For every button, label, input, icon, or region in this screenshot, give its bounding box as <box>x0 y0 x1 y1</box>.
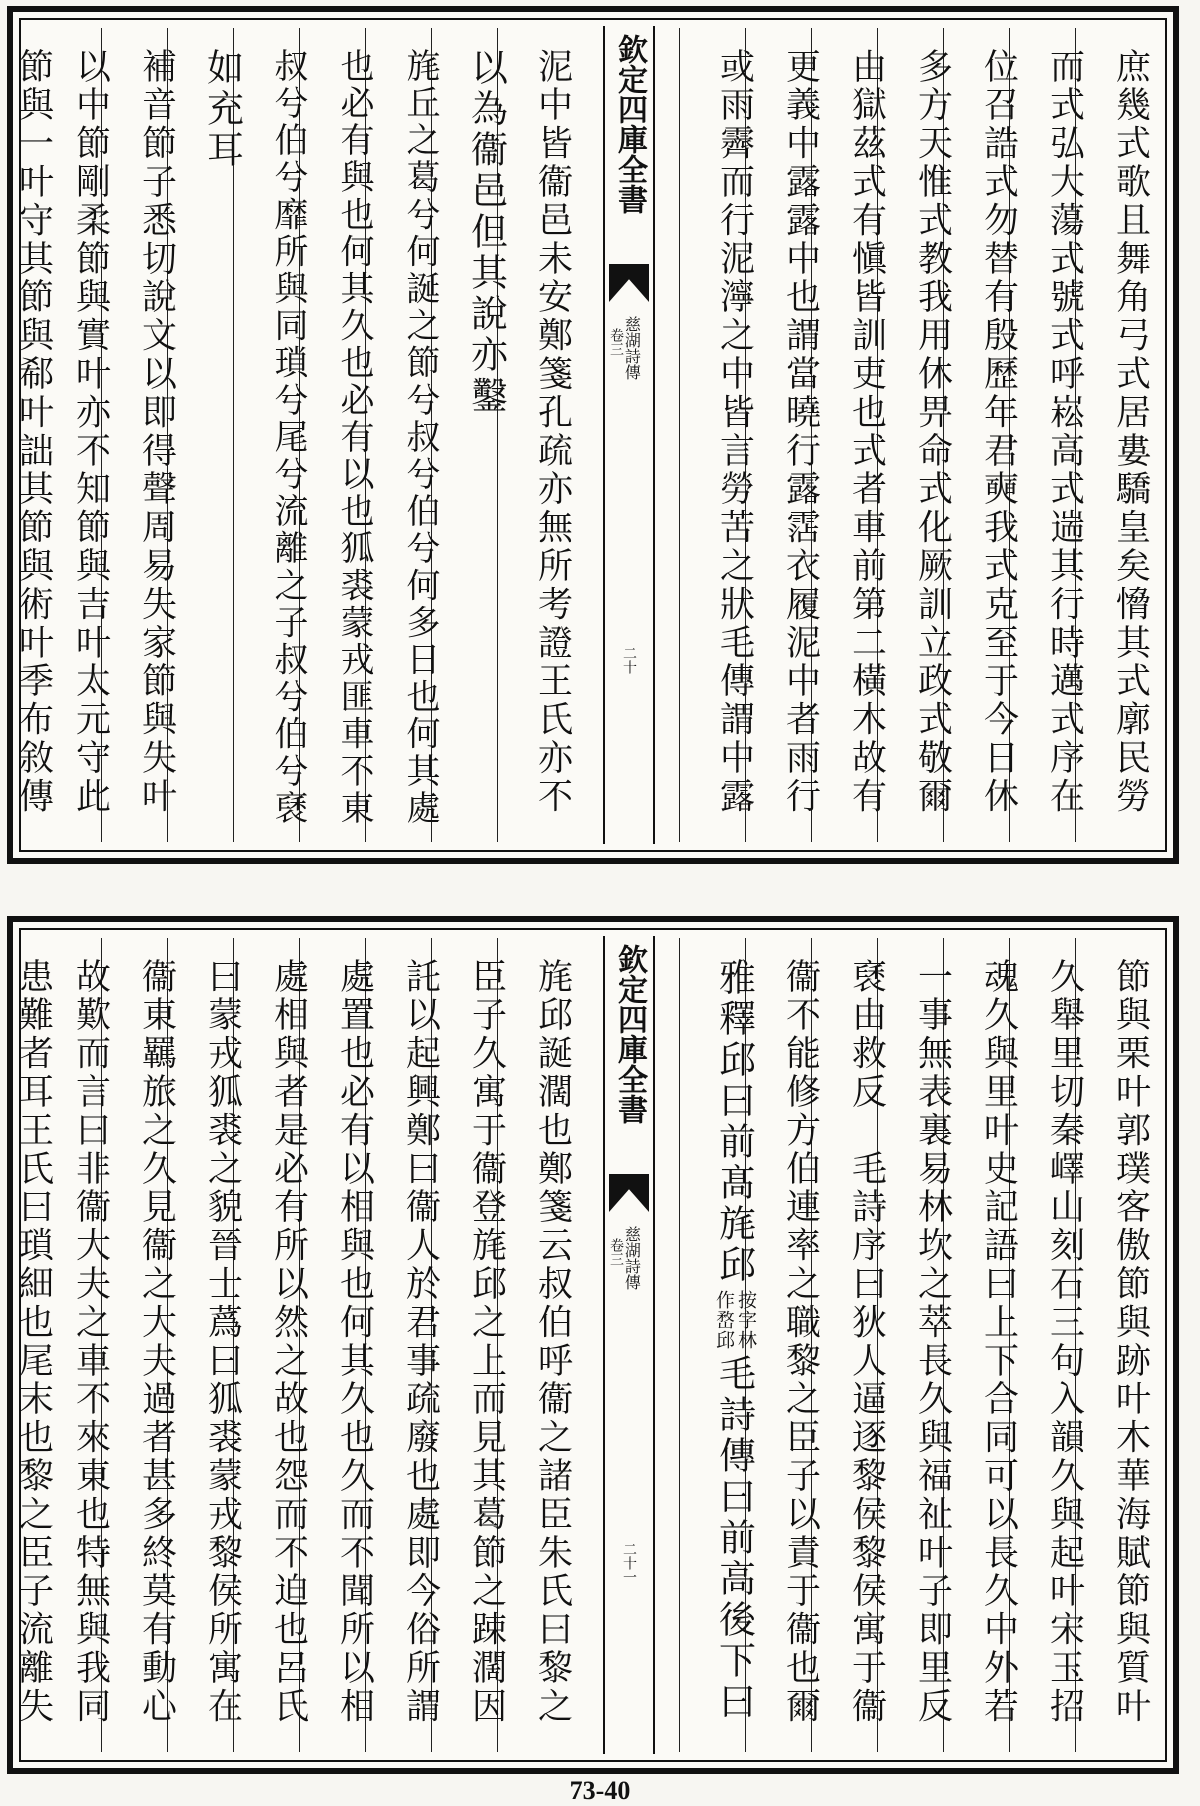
text-column: 位召誥式勿替有殷歷年君奭我式克至于今日休 <box>978 48 1019 816</box>
text-column: 或雨霽而行泥濘之中皆言勞苦之狀毛傳謂中露 <box>714 48 755 816</box>
center-fold <box>603 26 655 844</box>
text-column: 補音節子悉切說文以即得聲周易失家節與失叶 <box>136 48 177 816</box>
text-column: 也必有與也何其久也必有以也狐裘蒙戎匪車不東 <box>334 48 374 828</box>
text-column: 節與一叶守其節與郗叶詘其節與術叶季布敘傳 <box>13 48 54 816</box>
text-column: 泥中皆衞邑未安鄭箋孔疏亦無所考證王氏亦不 <box>532 48 573 816</box>
book-title: 慈湖詩傳 <box>622 1226 642 1290</box>
note-line: 按字林 <box>734 1290 757 1350</box>
text-column: 臣子久寓于衞登旄邱之上而見其葛節之踈濶因 <box>466 958 507 1726</box>
text-column: 患難者耳王氏曰瑣細也尾末也黎之臣子流離失 <box>13 958 54 1726</box>
text-column: 久舉里切秦嶧山刻石三句入韻久與起叶宋玉招 <box>1044 958 1085 1726</box>
text-column: 叔兮伯兮靡所與同瑣兮尾兮流離之子叔兮伯兮褎 <box>268 48 308 828</box>
text-column: 如充耳 <box>200 48 244 171</box>
text-column: 衞東羈旅之久見衞之大夫過者甚多終莫有動心 <box>136 958 177 1726</box>
book-title: 慈湖詩傳 <box>622 316 642 380</box>
text-column: 衞不能修方伯連率之職黎之臣子以責于衞也爾 <box>780 958 821 1726</box>
upper-page-frame <box>13 18 1167 852</box>
text-column: 旄邱誕濶也鄭箋云叔伯呼衞之諸臣朱氏曰黎之 <box>532 958 573 1726</box>
text-column: 託以起興鄭曰衞人於君事疏廢也處即今俗所謂 <box>400 958 441 1726</box>
library-title: 欽定四庫全書 <box>612 944 647 1124</box>
column-rule <box>679 938 680 1752</box>
text-column: 庶幾式歌且舞角弓式居婁驕皇矣愶其式廓民勞 <box>1110 48 1151 816</box>
volume-label: 卷三 <box>608 328 624 356</box>
text-column: 節與栗叶郭璞客傲節與跡叶木華海賦節與質叶 <box>1110 958 1151 1726</box>
upper-page <box>7 6 1179 864</box>
text-column-with-note: 雅釋邱曰前髙旄邱 按字林 作嵍邱 毛詩傳曰前高後下曰 <box>712 958 757 1723</box>
lower-page-frame <box>13 928 1167 1762</box>
text-column: 旄丘之葛兮何誕之節兮叔兮伯兮何多日也何其處 <box>400 48 440 828</box>
folio-number: 二十 <box>621 646 637 674</box>
text-column: 處置也必有以相與也何其久也久而不聞所以相 <box>334 958 375 1726</box>
text-column: 而式弘大蕩式號式呼崧高式遄其行時邁式序在 <box>1044 48 1085 816</box>
text-column: 故歎而言曰非衞大夫之車不來東也特無與我同 <box>70 958 111 1726</box>
volume-label: 卷三 <box>608 1238 624 1266</box>
text-column: 以中節剛柔節與實叶亦不知節與吉叶太元守此 <box>70 48 111 816</box>
text-column: 更義中露露中也謂當曉行露霑衣履泥中者雨行 <box>780 48 821 816</box>
text-column: 以為衞邑但其說亦鑿 <box>464 48 508 417</box>
text-column: 處相與者是必有所以然之故也怨而不迫也呂氏 <box>268 958 309 1726</box>
plate-number: 73-40 <box>569 1776 631 1805</box>
library-title: 欽定四庫全書 <box>612 34 647 214</box>
text-column: 褎由救反 毛詩序曰狄人逼逐黎侯黎侯寓于衞 <box>846 958 887 1726</box>
text-column: 曰蒙戎狐裘之貌晉士蔿曰狐裘蒙戎黎侯所寓在 <box>202 958 243 1726</box>
text-column: 由獄茲式有愼皆訓吏也式者車前第二橫木故有 <box>846 48 887 816</box>
folio-number: 二十一 <box>621 1542 637 1584</box>
text-column: 多方天惟式教我用休畀命式化厥訓立政式敬爾 <box>912 48 953 816</box>
text-column: 一事無表裏易林坎之萃長久與福祉叶子即里反 <box>912 958 953 1726</box>
center-fold <box>603 936 655 1754</box>
inline-note <box>713 1290 755 1350</box>
fish-tail-mark-icon <box>609 1174 649 1212</box>
lower-page <box>7 916 1179 1774</box>
column-rule <box>679 28 680 842</box>
note-line: 作嵍邱 <box>713 1290 735 1350</box>
fish-tail-mark-icon <box>609 264 649 302</box>
text-column: 魂久與里叶史記語曰上下合同可以長久中外若 <box>978 958 1019 1726</box>
